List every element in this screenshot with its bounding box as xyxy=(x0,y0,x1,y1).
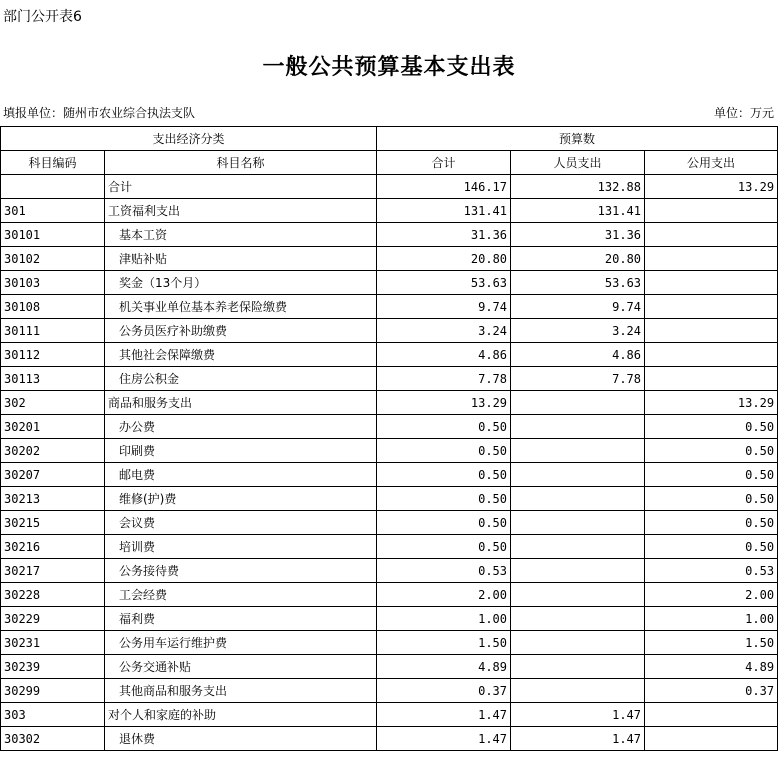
cell-name: 合计 xyxy=(105,175,377,199)
cell-name: 对个人和家庭的补助 xyxy=(105,703,377,727)
cell-total: 0.50 xyxy=(377,511,511,535)
cell-name: 基本工资 xyxy=(105,223,377,247)
cell-total: 0.50 xyxy=(377,415,511,439)
cell-total: 1.47 xyxy=(377,703,511,727)
cell-public xyxy=(645,343,778,367)
table-row xyxy=(1,487,778,511)
cell-personnel: 1.47 xyxy=(511,727,645,751)
cell-total: 0.50 xyxy=(377,463,511,487)
cell-name: 办公费 xyxy=(105,415,377,439)
cell-personnel: 132.88 xyxy=(511,175,645,199)
cell-name: 工资福利支出 xyxy=(105,199,377,223)
cell-public: 0.50 xyxy=(645,487,778,511)
table-body xyxy=(1,175,778,751)
cell-personnel: 7.78 xyxy=(511,367,645,391)
table-row xyxy=(1,511,778,535)
cell-name: 工会经费 xyxy=(105,583,377,607)
cell-personnel: 131.41 xyxy=(511,199,645,223)
cell-total: 0.37 xyxy=(377,679,511,703)
cell-public xyxy=(645,271,778,295)
cell-code: 30231 xyxy=(1,631,105,655)
cell-code: 30207 xyxy=(1,463,105,487)
cell-code: 30229 xyxy=(1,607,105,631)
cell-code xyxy=(1,175,105,199)
cell-total: 31.36 xyxy=(377,223,511,247)
cell-total: 7.78 xyxy=(377,367,511,391)
group-header-budget: 预算数 xyxy=(377,127,778,151)
cell-public: 0.50 xyxy=(645,415,778,439)
table-row xyxy=(1,319,778,343)
cell-public xyxy=(645,223,778,247)
cell-public: 0.37 xyxy=(645,679,778,703)
cell-public xyxy=(645,199,778,223)
cell-personnel xyxy=(511,391,645,415)
form-number-label: 部门公开表6 xyxy=(3,9,82,25)
cell-personnel: 1.47 xyxy=(511,703,645,727)
cell-code: 30239 xyxy=(1,655,105,679)
table-row xyxy=(1,439,778,463)
cell-code: 303 xyxy=(1,703,105,727)
budget-table xyxy=(0,126,778,751)
cell-personnel xyxy=(511,679,645,703)
table-row xyxy=(1,199,778,223)
cell-code: 30299 xyxy=(1,679,105,703)
cell-name: 公务接待费 xyxy=(105,559,377,583)
cell-personnel: 9.74 xyxy=(511,295,645,319)
cell-personnel xyxy=(511,415,645,439)
cell-public xyxy=(645,295,778,319)
cell-public xyxy=(645,367,778,391)
cell-total: 0.50 xyxy=(377,535,511,559)
cell-public xyxy=(645,319,778,343)
cell-code: 30217 xyxy=(1,559,105,583)
cell-name: 机关事业单位基本养老保险缴费 xyxy=(105,295,377,319)
cell-name: 培训费 xyxy=(105,535,377,559)
cell-personnel xyxy=(511,583,645,607)
reporting-unit: 填报单位：随州市农业综合执法支队 xyxy=(3,106,196,120)
cell-name: 其他商品和服务支出 xyxy=(105,679,377,703)
cell-total: 2.00 xyxy=(377,583,511,607)
cell-name: 印刷费 xyxy=(105,439,377,463)
cell-total: 9.74 xyxy=(377,295,511,319)
cell-public: 0.50 xyxy=(645,463,778,487)
cell-code: 30102 xyxy=(1,247,105,271)
cell-public: 0.50 xyxy=(645,535,778,559)
cell-public: 0.50 xyxy=(645,439,778,463)
cell-personnel: 20.80 xyxy=(511,247,645,271)
table-row xyxy=(1,271,778,295)
cell-code: 30201 xyxy=(1,415,105,439)
cell-code: 30216 xyxy=(1,535,105,559)
table-row xyxy=(1,223,778,247)
cell-name: 公务用车运行维护费 xyxy=(105,631,377,655)
cell-name: 福利费 xyxy=(105,607,377,631)
cell-code: 30228 xyxy=(1,583,105,607)
cell-personnel xyxy=(511,511,645,535)
cell-public: 0.50 xyxy=(645,511,778,535)
cell-name: 公务交通补贴 xyxy=(105,655,377,679)
cell-name: 退休费 xyxy=(105,727,377,751)
cell-public: 13.29 xyxy=(645,391,778,415)
table-row xyxy=(1,655,778,679)
cell-public xyxy=(645,247,778,271)
group-header-row xyxy=(1,127,778,151)
table-row xyxy=(1,559,778,583)
cell-name: 其他社会保障缴费 xyxy=(105,343,377,367)
table-row xyxy=(1,679,778,703)
cell-code: 30111 xyxy=(1,319,105,343)
cell-code: 30215 xyxy=(1,511,105,535)
table-row xyxy=(1,583,778,607)
cell-code: 30113 xyxy=(1,367,105,391)
cell-code: 30101 xyxy=(1,223,105,247)
table-row xyxy=(1,415,778,439)
cell-personnel: 4.86 xyxy=(511,343,645,367)
table-row xyxy=(1,367,778,391)
cell-public: 1.50 xyxy=(645,631,778,655)
cell-code: 301 xyxy=(1,199,105,223)
cell-name: 维修(护)费 xyxy=(105,487,377,511)
cell-total: 0.50 xyxy=(377,487,511,511)
cell-total: 0.53 xyxy=(377,559,511,583)
cell-name: 邮电费 xyxy=(105,463,377,487)
cell-code: 30302 xyxy=(1,727,105,751)
cell-total: 0.50 xyxy=(377,439,511,463)
cell-total: 1.50 xyxy=(377,631,511,655)
cell-total: 1.47 xyxy=(377,727,511,751)
cell-total: 146.17 xyxy=(377,175,511,199)
column-header-code: 科目编码 xyxy=(1,151,105,175)
cell-total: 4.86 xyxy=(377,343,511,367)
cell-name: 津贴补贴 xyxy=(105,247,377,271)
table-row xyxy=(1,247,778,271)
cell-name: 住房公积金 xyxy=(105,367,377,391)
cell-personnel xyxy=(511,487,645,511)
cell-public: 4.89 xyxy=(645,655,778,679)
cell-personnel: 53.63 xyxy=(511,271,645,295)
cell-total: 4.89 xyxy=(377,655,511,679)
column-header-public: 公用支出 xyxy=(645,151,778,175)
cell-code: 30103 xyxy=(1,271,105,295)
page-title: 一般公共预算基本支出表 xyxy=(262,54,516,80)
cell-code: 302 xyxy=(1,391,105,415)
cell-total: 131.41 xyxy=(377,199,511,223)
table-row xyxy=(1,703,778,727)
cell-code: 30213 xyxy=(1,487,105,511)
cell-public xyxy=(645,703,778,727)
cell-public: 2.00 xyxy=(645,583,778,607)
table-row xyxy=(1,607,778,631)
cell-public xyxy=(645,727,778,751)
cell-personnel xyxy=(511,535,645,559)
cell-name: 商品和服务支出 xyxy=(105,391,377,415)
column-header-personnel: 人员支出 xyxy=(511,151,645,175)
cell-code: 30112 xyxy=(1,343,105,367)
cell-personnel xyxy=(511,607,645,631)
table-row xyxy=(1,727,778,751)
group-header-classification: 支出经济分类 xyxy=(1,127,377,151)
table-row xyxy=(1,295,778,319)
cell-total: 1.00 xyxy=(377,607,511,631)
cell-public: 1.00 xyxy=(645,607,778,631)
table-row xyxy=(1,631,778,655)
column-header-total: 合计 xyxy=(377,151,511,175)
cell-personnel: 31.36 xyxy=(511,223,645,247)
cell-public: 13.29 xyxy=(645,175,778,199)
cell-name: 奖金（13个月） xyxy=(105,271,377,295)
column-header-name: 科目名称 xyxy=(105,151,377,175)
cell-personnel: 3.24 xyxy=(511,319,645,343)
cell-personnel xyxy=(511,559,645,583)
table-row xyxy=(1,343,778,367)
cell-personnel xyxy=(511,631,645,655)
cell-name: 会议费 xyxy=(105,511,377,535)
cell-personnel xyxy=(511,655,645,679)
column-header-row xyxy=(1,151,778,175)
table-row xyxy=(1,535,778,559)
table-row xyxy=(1,463,778,487)
cell-public: 0.53 xyxy=(645,559,778,583)
cell-personnel xyxy=(511,463,645,487)
cell-total: 53.63 xyxy=(377,271,511,295)
cell-code: 30202 xyxy=(1,439,105,463)
table-row xyxy=(1,175,778,199)
cell-code: 30108 xyxy=(1,295,105,319)
cell-total: 13.29 xyxy=(377,391,511,415)
currency-unit: 单位：万元 xyxy=(713,106,774,120)
cell-total: 20.80 xyxy=(377,247,511,271)
cell-personnel xyxy=(511,439,645,463)
cell-total: 3.24 xyxy=(377,319,511,343)
table-row xyxy=(1,391,778,415)
cell-name: 公务员医疗补助缴费 xyxy=(105,319,377,343)
